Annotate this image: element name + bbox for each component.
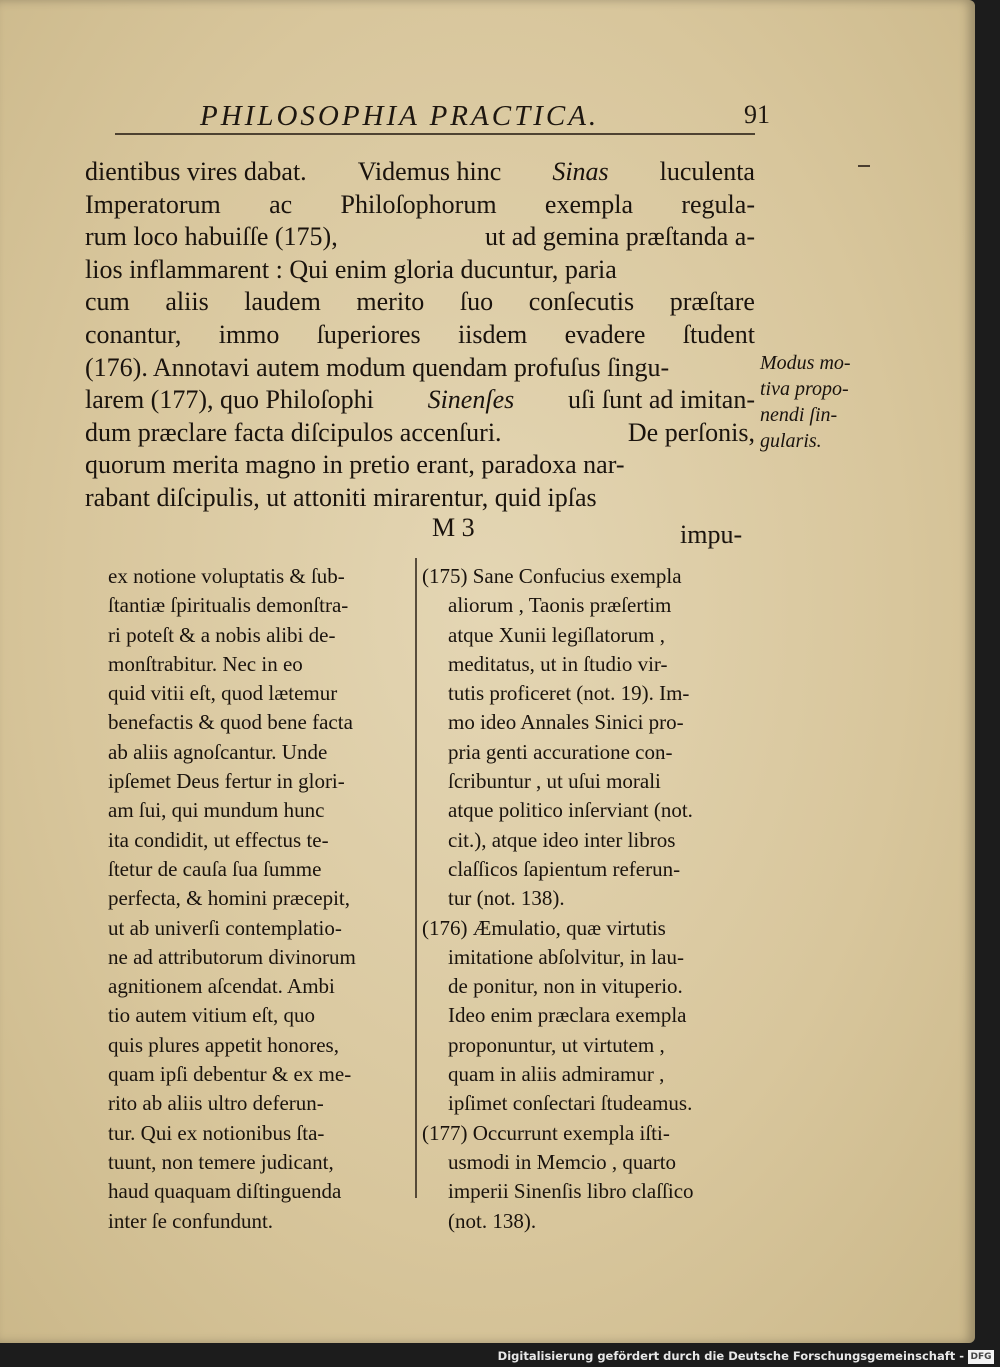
footnote-line: ſtetur de cauſa ſua ſumme bbox=[108, 856, 322, 881]
footnote-line: (177) Occurrunt exempla iſti- bbox=[422, 1120, 670, 1145]
text-line bbox=[85, 449, 755, 482]
footnote-line: (not. 138). bbox=[448, 1208, 537, 1233]
margin-note-line: gularis. bbox=[760, 430, 822, 452]
text-segment: Sinas bbox=[552, 157, 609, 186]
text-segment: Philoſophorum bbox=[340, 189, 497, 219]
header-rule bbox=[115, 133, 755, 135]
digitization-credit: Digitalisierung gefördert durch die Deutsche Forschungsgemeinschaft - bbox=[497, 1349, 964, 1363]
footnotes-right-column bbox=[422, 562, 757, 1236]
footnote-line: usmodi in Memcio , quarto bbox=[448, 1149, 677, 1174]
footnote-line: ipſimet conſectari ſtudeamus. bbox=[448, 1091, 693, 1116]
footnote-line: tur. Qui ex notionibus ſta- bbox=[108, 1120, 325, 1145]
footnote-line: pria genti accuratione con- bbox=[448, 739, 673, 764]
text-segment: (176). Annotavi autem modum quendam profuſus ſingu- bbox=[85, 352, 670, 382]
text-segment: ſuperiores bbox=[316, 319, 421, 349]
text-segment: cum bbox=[85, 287, 130, 317]
text-segment: ſtudent bbox=[682, 319, 755, 349]
footnote-line: perfecta, & homini præcepit, bbox=[108, 886, 351, 911]
footnote-line: quam in aliis admiramur , bbox=[448, 1062, 665, 1087]
footnote-line: meditatus, ut in ſtudio vir- bbox=[448, 651, 668, 676]
text-line bbox=[85, 156, 755, 189]
footnote-line: rito ab aliis ultro deferun- bbox=[108, 1091, 324, 1116]
text-line bbox=[85, 384, 755, 417]
text-segment: regula- bbox=[681, 189, 755, 219]
footnote-line: monſtrabitur. Nec in eo bbox=[108, 651, 303, 676]
text-segment: ſuo bbox=[459, 287, 494, 317]
footnote-line: ex notione voluptatis & ſub- bbox=[108, 564, 345, 588]
footnote-line: quis plures appetit honores, bbox=[108, 1032, 339, 1057]
footnote-line: de ponitur, non in vituperio. bbox=[448, 974, 683, 999]
footnote-line: atque Xunii legiſlatorum , bbox=[448, 622, 665, 647]
text-segment: Imperatorum bbox=[85, 189, 221, 219]
footnote-line: tutis proficeret (not. 19). Im- bbox=[448, 681, 690, 706]
footnote-line: aliorum , Taonis præſertim bbox=[448, 593, 672, 618]
text-segment: conſecutis bbox=[528, 287, 635, 317]
footnote-line: ſtantiæ ſpiritualis demonſtra- bbox=[108, 593, 349, 618]
text-segment: evadere bbox=[564, 319, 646, 349]
text-segment: Videmus hinc bbox=[357, 157, 502, 186]
text-segment: merito bbox=[356, 287, 425, 317]
running-title: PHILOSOPHIA PRACTICA. bbox=[200, 100, 600, 132]
margin-note-line: Modus mo- bbox=[760, 352, 851, 374]
signature-mark: M 3 bbox=[432, 513, 475, 542]
footnote-line: ſcribuntur , ut uſui morali bbox=[448, 769, 661, 794]
text-segment: ut ad gemina præſtanda a- bbox=[484, 222, 755, 252]
text-segment: laudem bbox=[244, 287, 321, 317]
text-segment: Sinenſes bbox=[427, 385, 515, 415]
footnote-line: benefactis & quod bene facta bbox=[108, 710, 353, 735]
text-line bbox=[85, 352, 755, 385]
text-segment: uſi ſunt ad imitan- bbox=[567, 385, 755, 415]
text-line bbox=[85, 319, 755, 352]
footnote-line: agnitionem aſcendat. Ambi bbox=[108, 974, 335, 999]
text-segment: dum præclare facta diſcipulos accenſuri. bbox=[85, 417, 502, 447]
dfg-logo: DFG bbox=[968, 1350, 994, 1364]
footnote-line: imitatione abſolvitur, in lau- bbox=[448, 944, 684, 969]
margin-note-line: nendi ſin- bbox=[760, 404, 838, 426]
footnote-line: tur (not. 138). bbox=[448, 886, 565, 911]
footnote-line: (175) Sane Confucius exempla bbox=[422, 564, 682, 588]
footnote-line: ut ab univerſi contemplatio- bbox=[108, 915, 342, 940]
margin-note bbox=[760, 350, 890, 454]
text-segment: lios inflammarent : Qui enim gloria ducuntur, paria bbox=[85, 254, 617, 284]
page-header bbox=[200, 100, 770, 136]
text-segment: immo bbox=[218, 319, 280, 349]
footnote-line: quam ipſi debentur & ex me- bbox=[108, 1062, 352, 1087]
footnote-line: proponuntur, ut virtutem , bbox=[448, 1032, 665, 1057]
text-segment: præſtare bbox=[669, 287, 755, 317]
text-segment: iisdem bbox=[457, 319, 528, 349]
footnotes-left-column bbox=[108, 562, 408, 1236]
footnote-line: imperii Sinenſis libro claſſico bbox=[448, 1179, 694, 1204]
footnote-line: ri poteſt & a nobis alibi de- bbox=[108, 622, 336, 647]
text-line bbox=[85, 254, 755, 287]
footnote-line: quid vitii eſt, quod lætemur bbox=[108, 681, 338, 706]
text-segment: ac bbox=[269, 189, 293, 219]
text-segment: exempla bbox=[544, 189, 633, 219]
text-line bbox=[85, 221, 755, 254]
footnote-line: cit.), atque ideo inter libros bbox=[448, 827, 676, 852]
page-number: 91 bbox=[744, 100, 770, 129]
footnote-line: atque politico inſerviant (not. bbox=[448, 798, 693, 823]
footnote-line: ipſemet Deus fertur in glori- bbox=[108, 769, 345, 794]
footnote-line: tio autem vitium eſt, quo bbox=[108, 1003, 316, 1028]
catchword: impu- bbox=[680, 520, 743, 549]
text-segment: De perſonis, bbox=[627, 417, 755, 447]
footnote-line: ne ad attributorum divinorum bbox=[108, 944, 356, 969]
footnote-line: am ſui, qui mundum hunc bbox=[108, 798, 325, 823]
text-line bbox=[85, 482, 755, 515]
column-rule bbox=[415, 558, 417, 1198]
text-line bbox=[85, 417, 755, 450]
text-line bbox=[85, 286, 755, 319]
footnote-line: ita condidit, ut effectus te- bbox=[108, 827, 329, 852]
text-segment: luculenta bbox=[659, 157, 755, 186]
text-segment: aliis bbox=[165, 287, 209, 317]
text-segment: conantur, bbox=[85, 319, 182, 349]
footnote-line: tuunt, non temere judicant, bbox=[108, 1149, 334, 1174]
footnote-line: mo ideo Annales Sinici pro- bbox=[448, 710, 684, 735]
text-segment: larem (177), quo Philoſophi bbox=[85, 385, 374, 415]
footnote-line: Ideo enim præclara exempla bbox=[448, 1003, 687, 1028]
text-segment: dientibus vires dabat. bbox=[85, 157, 307, 186]
text-segment: rabant diſcipulis, ut attoniti mirarentur, quid ipſas bbox=[85, 482, 597, 512]
footnote-line: (176) Æmulatio, quæ virtutis bbox=[422, 915, 666, 940]
footnote-line: ab aliis agnoſcantur. Unde bbox=[108, 739, 328, 764]
margin-note-line: tiva propo- bbox=[760, 378, 849, 400]
footnote-line: haud quaquam diſtinguenda bbox=[108, 1179, 342, 1204]
footnote-line: inter ſe confundunt. bbox=[108, 1208, 274, 1233]
main-text-block bbox=[85, 156, 755, 515]
margin-dash bbox=[858, 165, 870, 167]
footnote-line: claſſicos ſapientum referun- bbox=[448, 856, 681, 881]
text-segment: quorum merita magno in pretio erant, paradoxa nar- bbox=[85, 450, 625, 480]
text-line bbox=[85, 189, 755, 222]
text-segment: rum loco habuiſſe (175), bbox=[85, 222, 338, 252]
